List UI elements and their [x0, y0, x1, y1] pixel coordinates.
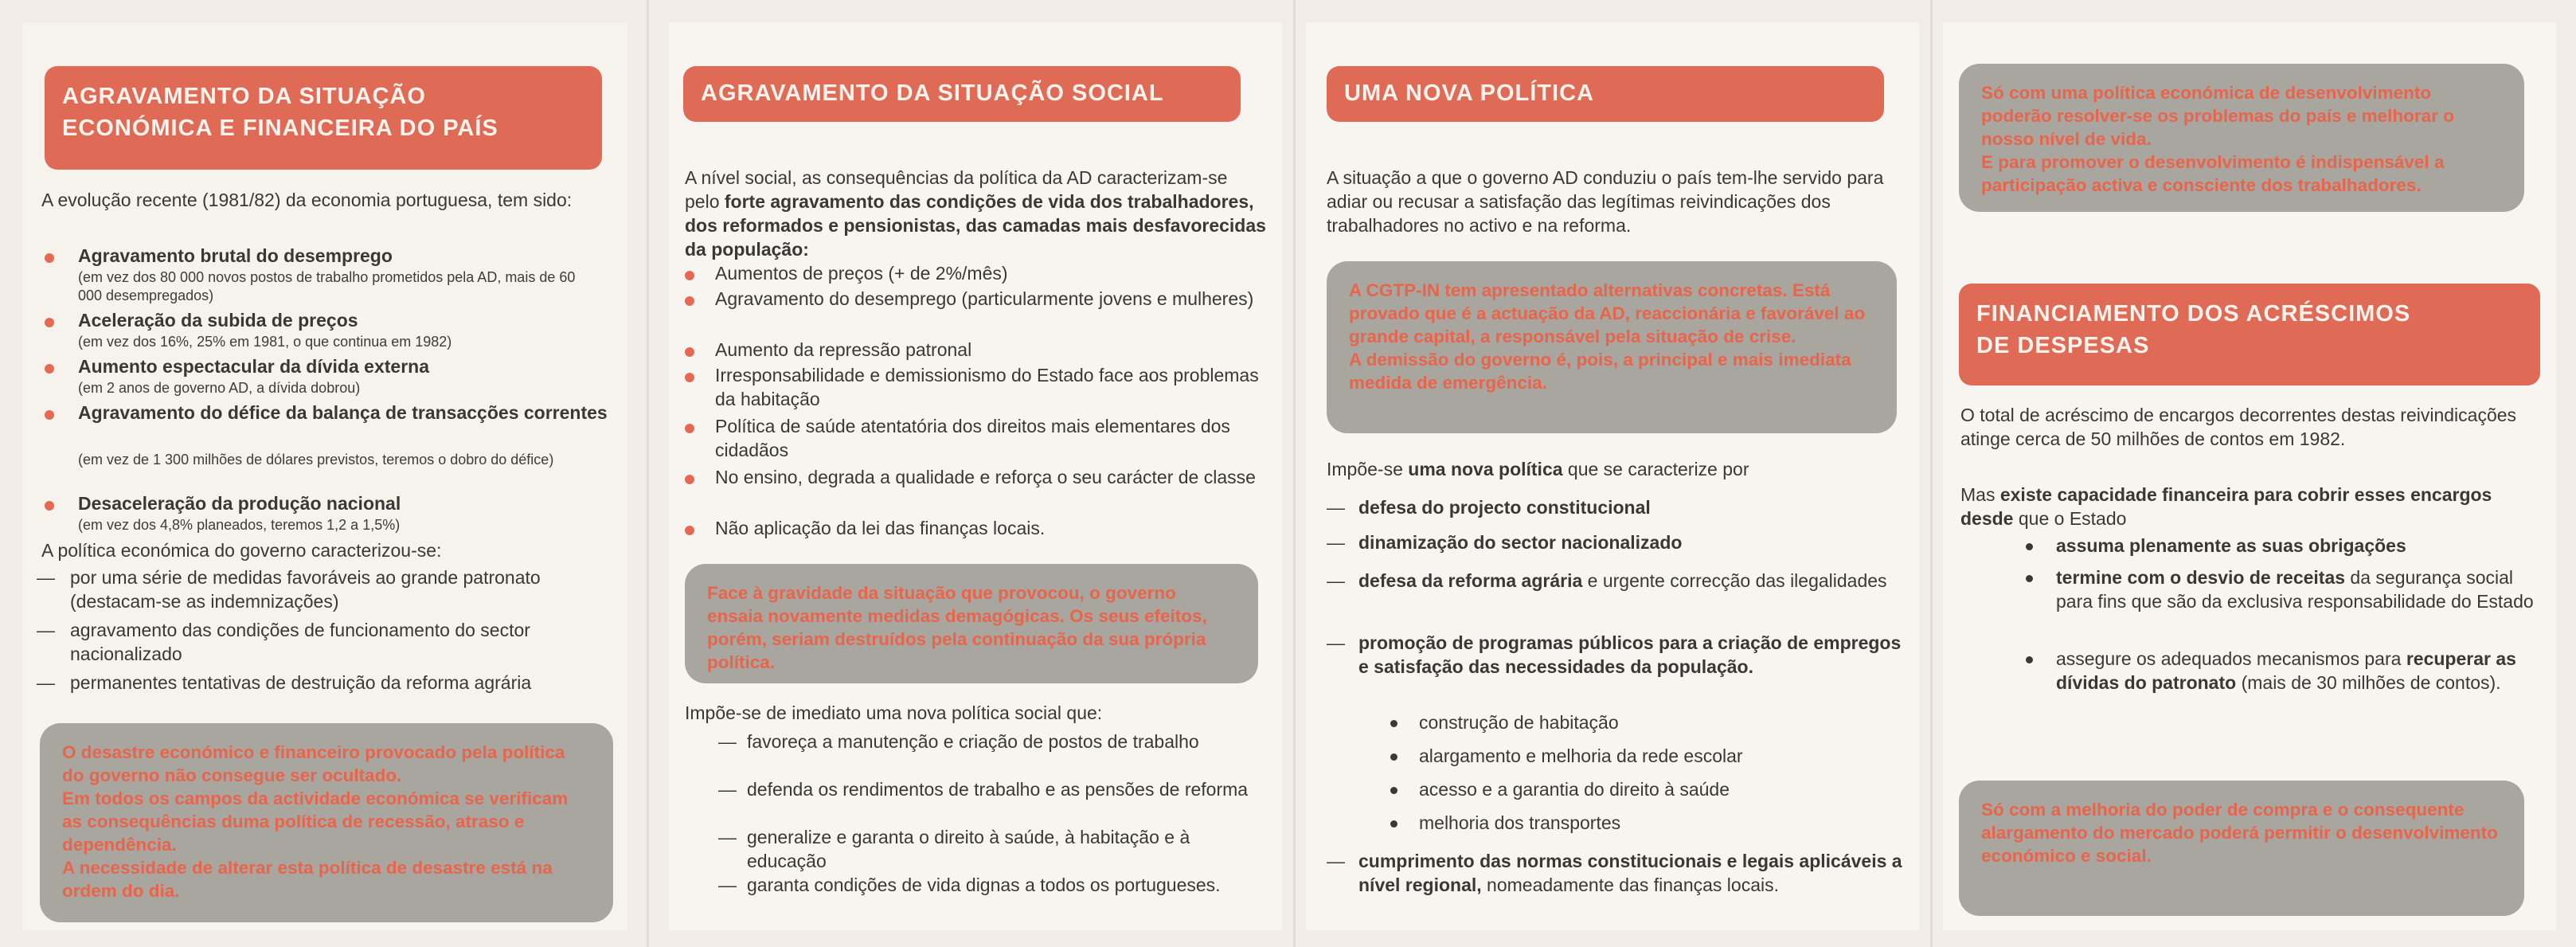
- bullet-icon: [2026, 543, 2033, 550]
- panel2-item: Irresponsabilidade e demissionismo do Estado face aos problemas da habitação: [715, 365, 1259, 409]
- panel1-dash-text: por uma série de medidas favoráveis ao grande patronato (destacam-se as indemnizações): [70, 567, 541, 612]
- panel1-item-title: Desaceleração da produção nacional: [78, 493, 401, 514]
- panel3-box-paragraph: A CGTP-IN tem apresentado alternativas concretas. Está provado que é a actuação da AD, reaccionária e favorável ao grande capital, a responsável pela situação de crise.: [1349, 280, 1866, 346]
- panel4-p2-bold: existe capacidade financeira para cobrir esses encargos desde: [1960, 484, 2492, 529]
- panel1-item-note: (em vez dos 16%, 25% em 1981, o que continua em 1982): [78, 334, 452, 350]
- panel4-top-paragraph: Só com uma política económica de desenvolvimento poderão resolver-se os problemas do país e melhorar o nosso nível de vida.: [1981, 83, 2454, 149]
- panel2-item: Aumento da repressão patronal: [715, 339, 972, 360]
- bullet-icon: [1390, 820, 1397, 828]
- panel-economic-situation: [22, 22, 627, 930]
- panel2-dash-item: — generalize e garanta o direito à saúde, à habitação e à educação: [718, 827, 1190, 871]
- bullet-icon: [685, 373, 694, 382]
- panel2-intro-bold: forte agravamento das condições de vida dos trabalhadores, dos reformados e pensionistas, das camadas mais desfavorecidas da população:: [685, 191, 1266, 260]
- panel3-intro: A situação a que o governo AD conduziu o país tem-lhe servido para adiar ou recusar a satisfação das legítimas reivindicações dos trabalhadores no activo e na reforma.: [1327, 167, 1884, 236]
- panel1-header-line2: ECONÓMICA E FINANCEIRA DO PAÍS: [62, 115, 498, 141]
- panel1-highlight-box: [40, 723, 613, 922]
- bullet-icon: [685, 347, 694, 357]
- panel4-bottom-paragraph: Só com a melhoria do poder de compra e o consequente alargamento do mercado poderá permitir o desenvolvimento económico e social.: [1981, 800, 2498, 866]
- panel4-bottom-box: [1959, 781, 2524, 916]
- panel2-item: Aumentos de preços (+ de 2%/mês): [715, 263, 1008, 284]
- panel2-item: Agravamento do desemprego (particularmente jovens e mulheres): [715, 288, 1254, 309]
- panel4-item-rest: assegure os adequados mecanismos para: [2056, 648, 2406, 669]
- panel2-dash-item: — favoreça a manutenção e criação de postos de trabalho: [718, 731, 1199, 752]
- panel3-last-item: — cumprimento das normas constitucionais e legais aplicáveis a nível regional, nomeadamente das finanças locais.: [1327, 851, 1902, 895]
- panel3-dash-item: — promoção de programas públicos para a criação de empregos e satisfação das necessidades da população.: [1327, 632, 1902, 677]
- panel2-item: Não aplicação da lei das finanças locais.: [715, 518, 1046, 538]
- panel4-header: [1959, 284, 2540, 385]
- panel2-item: Política de saúde atentatória dos direitos mais elementares dos cidadãos: [715, 416, 1230, 460]
- panel4-p2-plain: Mas: [1960, 484, 2000, 505]
- panel2-dash-text: generalize e garanta o direito à saúde, à habitação e à educação: [747, 827, 1190, 871]
- bullet-icon: [45, 364, 54, 374]
- bullet-icon: [685, 424, 694, 433]
- panel1-item-note: (em vez dos 4,8% planeados, teremos 1,2 a 1,5%): [78, 517, 401, 533]
- panel4-top-paragraph: E para promover o desenvolvimento é indispensável a participação activa e consciente dos trabalhadores.: [1981, 152, 2445, 195]
- panel4-item-rest2: (mais de 30 milhões de contos).: [2236, 672, 2501, 693]
- panel1-item-title: Aceleração da subida de preços: [78, 310, 358, 331]
- panel3-dash-bold: defesa da reforma agrária: [1358, 570, 1583, 591]
- bullet-icon: [2026, 575, 2033, 582]
- panel4-item-bold: recuperar as dívidas do patronato: [2056, 648, 2516, 693]
- bullet-icon: [45, 253, 54, 263]
- panel2-header: [683, 66, 1241, 122]
- panel4-paragraph-1: O total de acréscimo de encargos decorrentes destas reivindicações atinge cerca de 50 milhões de contos em 1982.: [1960, 405, 2517, 449]
- fold-line: [647, 0, 649, 947]
- bullet-icon: [685, 296, 694, 306]
- panel2-dash-text: defenda os rendimentos de trabalho e as pensões de reforma: [747, 779, 1249, 800]
- panel4-item: [2056, 565, 2546, 613]
- panel3-highlight-box: [1327, 261, 1897, 433]
- panel3-last-bold: cumprimento das normas constitucionais e legais aplicáveis a nível regional,: [1358, 851, 1902, 895]
- panel3-subitem: construção de habitação: [1419, 712, 1619, 733]
- panel-financing: [1943, 22, 2556, 930]
- bullet-icon: [1390, 720, 1397, 727]
- panel1-header-line1: AGRAVAMENTO DA SITUAÇÃO: [62, 84, 426, 109]
- panel-social-situation: [669, 22, 1282, 930]
- fold-line: [1293, 0, 1296, 947]
- panel1-dash-item: — por uma série de medidas favoráveis ao grande patronato (destacam-se as indemnizações): [37, 567, 541, 612]
- panel3-dash-bold: dinamização do sector nacionalizado: [1358, 532, 1683, 553]
- panel1-box-paragraph: O desastre económico e financeiro provocado pela política do governo não consegue ser ocultado.: [62, 742, 565, 785]
- panel1-item-title: Aumento espectacular da dívida externa: [78, 356, 429, 377]
- panel3-impose-bold: uma nova política: [1408, 459, 1563, 479]
- panel3-dash-item: — dinamização do sector nacionalizado: [1327, 532, 1683, 553]
- panel3-impose-plain: Impõe-se: [1327, 459, 1409, 479]
- panel1-box-paragraph: Em todos os campos da actividade económica se verificam as consequências duma política de recessão, atraso e dependência.: [62, 789, 569, 855]
- bullet-icon: [2026, 656, 2033, 663]
- panel4-item: [2056, 647, 2546, 695]
- panel3-impose-rest: que se caracterize por: [1562, 459, 1749, 479]
- bullet-icon: [1390, 753, 1397, 761]
- panel1-dash-item: — agravamento das condições de funcionamento do sector nacionalizado: [37, 620, 530, 664]
- panel4-item-bold: assuma plenamente as suas obrigações: [2056, 535, 2406, 556]
- panel3-subitem: alargamento e melhoria da rede escolar: [1419, 745, 1743, 766]
- bullet-icon: [45, 501, 54, 511]
- panel4-item: [2056, 534, 2546, 558]
- panel3-header-text: UMA NOVA POLÍTICA: [1344, 80, 1594, 106]
- panel2-item: No ensino, degrada a qualidade e reforça o seu carácter de classe: [715, 467, 1256, 487]
- bullet-icon: [45, 410, 54, 420]
- panel3-dash-bold: promoção de programas públicos para a criação de empregos e satisfação das necessidades da população.: [1358, 632, 1902, 677]
- panel1-item-title: Agravamento brutal do desemprego: [78, 245, 393, 266]
- panel4-header-line1: FINANCIAMENTO DOS ACRÉSCIMOS: [1976, 301, 2411, 327]
- panel3-subitem: melhoria dos transportes: [1419, 812, 1621, 833]
- panel2-intro: [685, 166, 1266, 261]
- panel2-intro-plain: A nível social, as consequências da política da AD caracterizam-se pelo: [685, 167, 1228, 212]
- panel2-policy-intro: Impõe-se de imediato uma nova política social que:: [685, 702, 1103, 723]
- panel1-item-note: (em vez dos 80 000 novos postos de trabalho prometidos pela AD, mais de 60 000 desempregados): [78, 269, 576, 303]
- panel1-item-title: Agravamento do défice da balança de transacções correntes: [78, 402, 608, 423]
- panel2-dash-item: — defenda os rendimentos de trabalho e as pensões de reforma: [718, 779, 1249, 800]
- panel3-dash-item: — defesa do projecto constitucional: [1327, 497, 1651, 518]
- panel1-item-note: (em 2 anos de governo AD, a dívida dobrou): [78, 380, 361, 396]
- panel3-impose: [1327, 457, 1904, 481]
- panel1-policy-intro: A política económica do governo caracterizou-se:: [41, 540, 442, 561]
- panel2-dash-item: — garanta condições de vida dignas a todos os portugueses.: [718, 875, 1221, 895]
- panel3-dash-item: — defesa da reforma agrária e urgente correcção das ilegalidades: [1327, 570, 1887, 591]
- bullet-icon: [685, 475, 694, 484]
- panel2-box-paragraph: Face à gravidade da situação que provocou, o governo ensaia novamente medidas demagógicas. Os seus efeitos, porém, seriam destruídos pela continuação da sua própria política.: [707, 583, 1207, 672]
- panel4-item-rest: da segurança social para fins que são da exclusiva responsabilidade do Estado: [2056, 567, 2534, 612]
- panel1-dash-text: permanentes tentativas de destruição da reforma agrária: [70, 672, 532, 693]
- panel2-dash-text: garanta condições de vida dignas a todos os portugueses.: [747, 875, 1221, 895]
- panel-new-policy: [1306, 22, 1919, 930]
- panel4-item-bold: termine com o desvio de receitas: [2056, 567, 2346, 588]
- panel3-last-rest: nomeadamente das finanças locais.: [1481, 875, 1779, 895]
- panel3-dash-bold: defesa do projecto constitucional: [1358, 497, 1651, 518]
- panel4-paragraph-2: [1960, 483, 2550, 530]
- bullet-icon: [685, 526, 694, 535]
- panel3-box-paragraph: A demissão do governo é, pois, a principal e mais imediata medida de emergência.: [1349, 350, 1851, 393]
- panel1-item-note: (em vez de 1 300 milhões de dólares previstos, teremos o dobro do défice): [78, 452, 554, 468]
- bullet-icon: [1390, 787, 1397, 794]
- panel4-p2-rest: que o Estado: [2013, 508, 2127, 529]
- panel3-subitem: acesso e a garantia do direito à saúde: [1419, 779, 1730, 800]
- panel2-dash-text: favoreça a manutenção e criação de postos de trabalho: [747, 731, 1199, 752]
- panel2-highlight-box: [685, 564, 1258, 683]
- panel1-box-paragraph: A necessidade de alterar esta política de desastre está na ordem do dia.: [62, 858, 553, 901]
- panel3-header: [1327, 66, 1884, 122]
- panel3-dash-rest: e urgente correcção das ilegalidades: [1582, 570, 1887, 591]
- panel1-dash-item: — permanentes tentativas de destruição da reforma agrária: [37, 672, 532, 693]
- panel1-intro: A evolução recente (1981/82) da economia portuguesa, tem sido:: [41, 190, 573, 210]
- fold-line: [1930, 0, 1933, 947]
- panel1-header: [45, 66, 602, 170]
- panel1-dash-text: agravamento das condições de funcionamento do sector nacionalizado: [70, 620, 530, 664]
- panel2-header-text: AGRAVAMENTO DA SITUAÇÃO SOCIAL: [701, 80, 1164, 106]
- bullet-icon: [685, 271, 694, 280]
- panel4-header-line2: DE DESPESAS: [1976, 333, 2150, 358]
- bullet-icon: [45, 318, 54, 327]
- panel4-top-box: [1959, 64, 2524, 212]
